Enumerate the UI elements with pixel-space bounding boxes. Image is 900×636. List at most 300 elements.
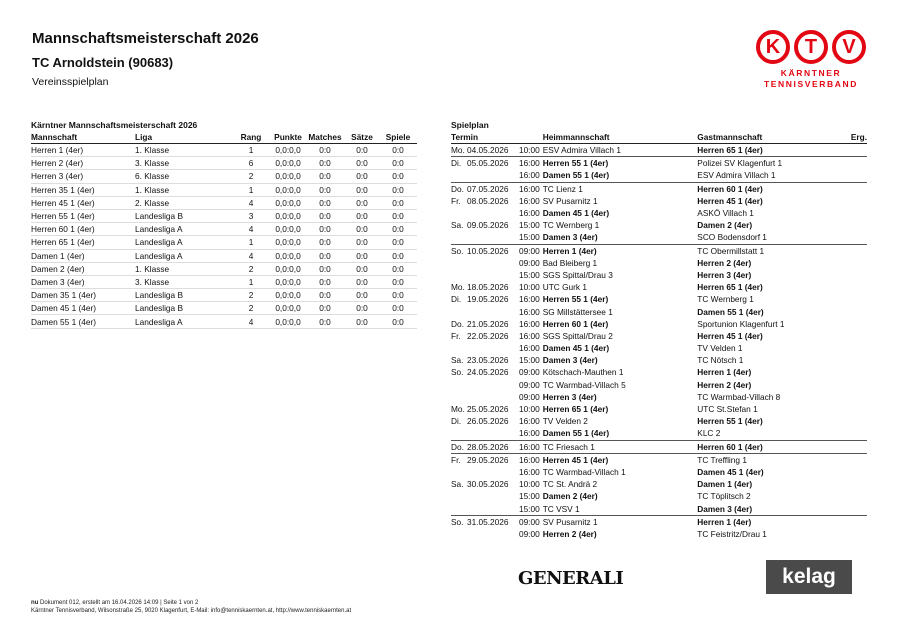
schedule-cell-time: 15:00 — [518, 355, 540, 366]
standings-cell-rank: 1 — [231, 275, 271, 288]
standings-cell-points: 0,0:0,0 — [271, 289, 305, 302]
standings-cell-league: 6. Klasse — [135, 170, 231, 183]
schedule-cell-result — [846, 453, 867, 466]
schedule-cell-result — [846, 207, 867, 219]
schedule-cell-guest: Herren 1 (4er) — [697, 515, 846, 528]
standings-cell-sets: 0:0 — [345, 196, 379, 209]
schedule-cell-home: Herren 55 1 (4er) — [542, 294, 609, 305]
schedule-cell-guest: TC Feistritz/Drau 1 — [697, 528, 767, 539]
footer-line1: Dokument 012, erstellt am 16.04.2026 14:09 | Seite 1 von 2 — [38, 600, 199, 606]
schedule-cell-date — [467, 305, 515, 317]
standings-cell-matches: 0:0 — [305, 249, 345, 262]
schedule-row — [451, 440, 867, 453]
standings-cell-games: 0:0 — [379, 157, 417, 170]
schedule-cell-home: TV Velden 2 — [542, 416, 588, 427]
schedule-row — [451, 281, 867, 293]
schedule-cell-guest: Damen 2 (4er) — [697, 220, 753, 231]
schedule-cell-home: TC VSV 1 — [542, 503, 580, 514]
schedule-cell-date: 07.05.2026 — [467, 182, 515, 195]
schedule-cell-date — [467, 379, 515, 391]
schedule-title: Spielplan — [451, 120, 489, 130]
standings-cell-team: Damen 55 1 (4er) — [31, 315, 135, 328]
kelag-logo: kelag — [766, 560, 852, 594]
schedule-cell-date — [467, 257, 515, 269]
schedule-cell-result — [846, 281, 867, 293]
schedule-cell-result — [846, 427, 867, 440]
standings-cell-matches: 0:0 — [305, 236, 345, 249]
schedule-cell-result — [846, 490, 867, 502]
schedule-row — [451, 169, 867, 182]
standings-cell-games: 0:0 — [379, 315, 417, 328]
schedule-cell-home: SG Millstättersee 1 — [542, 306, 613, 317]
standings-cell-matches: 0:0 — [305, 302, 345, 315]
schedule-cell-date — [467, 207, 515, 219]
standings-cell-rank: 2 — [231, 262, 271, 275]
schedule-cell-home: Herren 65 1 (4er) — [542, 404, 609, 415]
schedule-row — [451, 144, 867, 157]
schedule-cell-result — [846, 269, 867, 281]
schedule-cell-date — [467, 528, 515, 540]
schedule-cell-date: 09.05.2026 — [466, 220, 509, 231]
standings-cell-games: 0:0 — [379, 275, 417, 288]
standings-cell-sets: 0:0 — [345, 209, 379, 222]
standings-cell-league: Landesliga B — [135, 209, 231, 222]
standings-cell-points: 0,0:0,0 — [271, 302, 305, 315]
standings-cell-sets: 0:0 — [345, 183, 379, 196]
schedule-cell-date — [467, 269, 515, 281]
schedule-cell-day: So. — [451, 367, 464, 378]
schedule-cell-home: Bad Bleiberg 1 — [542, 257, 598, 268]
schedule-cell-time: 16:00 — [518, 318, 540, 329]
schedule-cell-home: TC Lienz 1 — [543, 182, 698, 195]
ktv-logo-line1: KÄRNTNER — [780, 68, 842, 78]
standings-cell-points: 0,0:0,0 — [271, 196, 305, 209]
schedule-cell-time: 16:00 — [518, 343, 540, 354]
schedule-cell-date — [467, 490, 515, 502]
schedule-cell-day: Sa. — [451, 355, 464, 366]
schedule-cell-time: 15:00 — [518, 503, 540, 514]
standings-row — [31, 223, 417, 236]
standings-cell-team: Damen 1 (4er) — [31, 249, 135, 262]
standings-cell-matches: 0:0 — [305, 170, 345, 183]
schedule-cell-date — [467, 502, 515, 515]
standings-cell-matches: 0:0 — [305, 315, 345, 328]
schedule-cell-home: TC Friesach 1 — [543, 440, 698, 453]
standings-cell-rank: 4 — [231, 196, 271, 209]
schedule-cell-guest: Polizei SV Klagenfurt 1 — [697, 157, 846, 170]
schedule-row — [451, 244, 867, 257]
schedule-cell-day — [451, 169, 467, 182]
schedule-cell-day: Fr. — [451, 195, 461, 206]
schedule-cell-day: Fr. — [451, 453, 467, 466]
standings-cell-sets: 0:0 — [345, 302, 379, 315]
schedule-cell-result — [846, 305, 867, 317]
page-footer — [31, 599, 351, 615]
ktv-logo-letter: K — [756, 30, 790, 64]
schedule-cell-result — [846, 231, 867, 244]
ktv-logo-letter: T — [794, 30, 828, 64]
schedule-cell-day: Di. — [451, 294, 462, 305]
standings-cell-sets: 0:0 — [345, 315, 379, 328]
standings-cell-points: 0,0:0,0 — [271, 183, 305, 196]
schedule-cell-guest: TC Wernberg 1 — [697, 294, 754, 305]
schedule-cell-time: 09:00 — [518, 257, 540, 268]
schedule-cell-day: Do. — [451, 440, 467, 453]
schedule-row — [451, 269, 867, 281]
standings-cell-team: Damen 3 (4er) — [31, 275, 135, 288]
schedule-cell-result — [846, 391, 867, 403]
standings-cell-league: 1. Klasse — [135, 144, 231, 157]
schedule-cell-guest: Damen 3 (4er) — [697, 503, 753, 514]
standings-row — [31, 183, 417, 196]
col-gast: Gastmannschaft — [697, 131, 846, 144]
schedule-cell-time: 16:00 — [518, 170, 540, 181]
standings-cell-sets: 0:0 — [345, 236, 379, 249]
schedule-cell-time: 16:00 — [518, 195, 540, 206]
schedule-cell-result — [846, 244, 867, 257]
schedule-row — [451, 207, 867, 219]
schedule-cell-result — [846, 257, 867, 269]
schedule-cell-result — [846, 366, 867, 378]
schedule-cell-day — [451, 466, 467, 478]
standings-cell-sets: 0:0 — [345, 262, 379, 275]
schedule-cell-guest: TC Töplitsch 2 — [697, 491, 751, 502]
standings-cell-matches: 0:0 — [305, 144, 345, 157]
schedule-cell-guest: TC Warmbad-Villach 8 — [697, 391, 781, 402]
standings-row — [31, 209, 417, 222]
schedule-cell-date: 05.05.2026 — [467, 157, 515, 170]
standings-cell-points: 0,0:0,0 — [271, 236, 305, 249]
schedule-cell-time: 16:00 — [518, 294, 540, 305]
schedule-cell-date: 19.05.2026 — [466, 294, 509, 305]
schedule-cell-day — [451, 231, 467, 244]
standings-header-row — [31, 131, 417, 144]
standings-cell-matches: 0:0 — [305, 196, 345, 209]
standings-row — [31, 196, 417, 209]
standings-cell-matches: 0:0 — [305, 262, 345, 275]
schedule-cell-date: 04.05.2026 — [466, 145, 509, 156]
col-spiele: Spiele — [379, 131, 417, 144]
schedule-cell-guest: Damen 55 1 (4er) — [697, 306, 764, 317]
standings-cell-points: 0,0:0,0 — [271, 249, 305, 262]
standings-cell-league: Landesliga B — [135, 289, 231, 302]
standings-cell-league: Landesliga A — [135, 223, 231, 236]
standings-cell-points: 0,0:0,0 — [271, 157, 305, 170]
schedule-cell-day: Sa. — [451, 479, 464, 490]
standings-row — [31, 302, 417, 315]
standings-cell-team: Herren 1 (4er) — [31, 144, 135, 157]
standings-cell-rank: 4 — [231, 315, 271, 328]
standings-cell-matches: 0:0 — [305, 275, 345, 288]
schedule-cell-guest: TC Treffling 1 — [697, 453, 846, 466]
standings-cell-points: 0,0:0,0 — [271, 170, 305, 183]
standings-cell-points: 0,0:0,0 — [271, 223, 305, 236]
standings-cell-team: Herren 3 (4er) — [31, 170, 135, 183]
schedule-cell-home: Herren 2 (4er) — [542, 528, 597, 539]
schedule-cell-home: SV Pusarnitz 1 — [542, 195, 598, 206]
schedule-row — [451, 318, 867, 330]
schedule-cell-time: 16:00 — [515, 440, 543, 453]
schedule-row — [451, 528, 867, 540]
schedule-cell-home: UTC Gurk 1 — [542, 282, 587, 293]
standings-cell-league: Landesliga B — [135, 302, 231, 315]
standings-cell-games: 0:0 — [379, 249, 417, 262]
standings-cell-games: 0:0 — [379, 302, 417, 315]
standings-cell-rank: 4 — [231, 249, 271, 262]
schedule-cell-day: Di. — [451, 416, 462, 427]
schedule-cell-result — [846, 195, 867, 207]
schedule-cell-day — [451, 379, 467, 391]
schedule-cell-home: Herren 60 1 (4er) — [542, 318, 609, 329]
schedule-cell-day: Fr. — [451, 330, 461, 341]
standings-cell-games: 0:0 — [379, 144, 417, 157]
standings-title: Kärntner Mannschaftsmeisterschaft 2026 — [31, 120, 198, 130]
schedule-cell-day: Mo. — [451, 404, 465, 415]
schedule-cell-guest: Damen 45 1 (4er) — [697, 466, 764, 477]
standings-cell-games: 0:0 — [379, 170, 417, 183]
standings-cell-team: Damen 2 (4er) — [31, 262, 135, 275]
schedule-cell-time: 16:00 — [518, 416, 540, 427]
schedule-cell-time: 09:00 — [518, 367, 540, 378]
club-name: TC Arnoldstein (90683) — [32, 55, 174, 70]
schedule-row — [451, 490, 867, 502]
schedule-cell-result — [846, 415, 867, 427]
schedule-cell-home: Herren 45 1 (4er) — [543, 453, 698, 466]
footer-line2: Kärntner Tennisverband, Wilsonstraße 25, 9020 Klagenfurt, E-Mail: info@tenniskaernten.at, http://www.tenniskaernten.at — [31, 608, 352, 614]
schedule-cell-time: 16:00 — [515, 182, 543, 195]
schedule-cell-date: 21.05.2026 — [466, 318, 509, 329]
standings-cell-sets: 0:0 — [345, 275, 379, 288]
page-title: Mannschaftsmeisterschaft 2026 — [32, 30, 259, 47]
standings-cell-sets: 0:0 — [345, 289, 379, 302]
col-saetze: Sätze — [345, 131, 379, 144]
schedule-cell-day: Do. — [451, 182, 467, 195]
standings-cell-rank: 3 — [231, 209, 271, 222]
schedule-cell-time: 16:00 — [515, 453, 543, 466]
schedule-cell-time: 09:00 — [515, 244, 543, 257]
schedule-row — [451, 195, 867, 207]
schedule-cell-time: 10:00 — [518, 145, 540, 156]
schedule-cell-time: 15:00 — [518, 269, 540, 280]
schedule-cell-result — [846, 342, 867, 354]
schedule-cell-day — [451, 257, 467, 269]
schedule-cell-result — [846, 182, 867, 195]
schedule-cell-time: 16:00 — [518, 428, 540, 439]
schedule-cell-guest: Herren 2 (4er) — [697, 257, 752, 268]
schedule-cell-date: 08.05.2026 — [466, 195, 509, 206]
schedule-cell-date: 18.05.2026 — [466, 282, 509, 293]
schedule-cell-day — [451, 427, 467, 440]
standings-row — [31, 249, 417, 262]
schedule-table — [451, 131, 867, 540]
col-heim: Heimmannschaft — [543, 131, 698, 144]
standings-cell-rank: 1 — [231, 236, 271, 249]
col-mannschaft: Mannschaft — [31, 131, 135, 144]
standings-row — [31, 275, 417, 288]
schedule-cell-guest: TV Velden 1 — [697, 343, 743, 354]
standings-cell-rank: 2 — [231, 289, 271, 302]
schedule-cell-date: 29.05.2026 — [467, 453, 515, 466]
standings-cell-league: 1. Klasse — [135, 262, 231, 275]
schedule-cell-date — [467, 427, 515, 440]
schedule-cell-date: 25.05.2026 — [466, 404, 509, 415]
standings-cell-matches: 0:0 — [305, 289, 345, 302]
standings-cell-sets: 0:0 — [345, 157, 379, 170]
schedule-cell-home: Damen 2 (4er) — [542, 491, 598, 502]
schedule-cell-day: Do. — [451, 318, 464, 329]
schedule-cell-result — [846, 466, 867, 478]
schedule-cell-home: Herren 55 1 (4er) — [543, 157, 698, 170]
schedule-cell-result — [846, 169, 867, 182]
schedule-row — [451, 342, 867, 354]
schedule-cell-result — [846, 293, 867, 305]
standings-cell-points: 0,0:0,0 — [271, 262, 305, 275]
standings-cell-team: Herren 60 1 (4er) — [31, 223, 135, 236]
standings-row — [31, 262, 417, 275]
schedule-cell-home: Damen 45 1 (4er) — [542, 343, 610, 354]
schedule-cell-date: 28.05.2026 — [467, 440, 515, 453]
standings-cell-league: 2. Klasse — [135, 196, 231, 209]
standings-cell-league: Landesliga A — [135, 249, 231, 262]
schedule-row — [451, 366, 867, 378]
schedule-cell-time: 09:00 — [518, 528, 540, 539]
schedule-row — [451, 182, 867, 195]
standings-cell-matches: 0:0 — [305, 223, 345, 236]
schedule-cell-guest: ESV Admira Villach 1 — [697, 170, 776, 181]
standings-cell-matches: 0:0 — [305, 183, 345, 196]
schedule-cell-date — [467, 231, 515, 244]
standings-row — [31, 157, 417, 170]
standings-row — [31, 289, 417, 302]
standings-cell-games: 0:0 — [379, 236, 417, 249]
schedule-cell-home: TC Warmbad-Villach 5 — [542, 379, 626, 390]
schedule-cell-result — [846, 318, 867, 330]
schedule-cell-guest: TC Nötsch 1 — [697, 355, 744, 366]
schedule-cell-guest: Herren 3 (4er) — [697, 269, 752, 280]
schedule-cell-result — [846, 379, 867, 391]
schedule-cell-result — [846, 219, 867, 231]
schedule-cell-date: 31.05.2026 — [467, 515, 515, 528]
standings-cell-matches: 0:0 — [305, 209, 345, 222]
schedule-cell-time: 15:00 — [518, 232, 540, 243]
schedule-cell-guest: Herren 45 1 (4er) — [697, 195, 763, 206]
schedule-cell-guest: Herren 60 1 (4er) — [697, 182, 846, 195]
standings-cell-league: 3. Klasse — [135, 275, 231, 288]
schedule-row — [451, 231, 867, 244]
schedule-row — [451, 466, 867, 478]
schedule-cell-guest: Herren 55 1 (4er) — [697, 416, 763, 427]
standings-cell-points: 0,0:0,0 — [271, 144, 305, 157]
standings-row — [31, 170, 417, 183]
schedule-cell-time: 10:00 — [518, 479, 540, 490]
schedule-row — [451, 427, 867, 440]
schedule-row — [451, 502, 867, 515]
standings-cell-rank: 4 — [231, 223, 271, 236]
schedule-cell-result — [846, 403, 867, 415]
schedule-cell-home: TC St. Andrä 2 — [542, 479, 598, 490]
col-termin: Termin — [451, 131, 543, 144]
col-erg: Erg. — [846, 131, 867, 144]
schedule-cell-time: 09:00 — [518, 379, 540, 390]
schedule-cell-day — [451, 342, 467, 354]
page-subtitle: Vereinsspielplan — [32, 76, 109, 88]
schedule-cell-home: Herren 3 (4er) — [542, 391, 597, 402]
standings-cell-team: Damen 45 1 (4er) — [31, 302, 135, 315]
footer-prefix: nu — [31, 600, 39, 606]
schedule-cell-result — [846, 528, 867, 540]
schedule-cell-home: SGS Spittal/Drau 3 — [542, 269, 613, 280]
standings-cell-games: 0:0 — [379, 289, 417, 302]
standings-cell-rank: 6 — [231, 157, 271, 170]
schedule-cell-day — [451, 207, 467, 219]
schedule-row — [451, 293, 867, 305]
schedule-cell-result — [846, 354, 867, 366]
standings-cell-team: Herren 2 (4er) — [31, 157, 135, 170]
schedule-cell-result — [846, 515, 867, 528]
schedule-cell-date — [467, 391, 515, 403]
schedule-row — [451, 354, 867, 366]
ktv-logo-letter: V — [832, 30, 866, 64]
standings-cell-rank: 1 — [231, 183, 271, 196]
schedule-row — [451, 257, 867, 269]
schedule-cell-result — [846, 440, 867, 453]
schedule-cell-guest: KLC 2 — [697, 428, 721, 439]
schedule-cell-result — [846, 502, 867, 515]
standings-cell-games: 0:0 — [379, 262, 417, 275]
standings-cell-league: 1. Klasse — [135, 183, 231, 196]
schedule-cell-home: Herren 1 (4er) — [543, 244, 698, 257]
schedule-header-row — [451, 131, 867, 144]
schedule-cell-guest: SCO Bodensdorf 1 — [697, 232, 767, 243]
schedule-cell-time: 16:00 — [518, 330, 540, 341]
ktv-logo-line2: TENNISVERBAND — [763, 79, 858, 89]
schedule-cell-time: 16:00 — [518, 466, 540, 477]
schedule-cell-time: 16:00 — [515, 157, 543, 170]
schedule-cell-guest: Herren 65 1 (4er) — [697, 282, 763, 293]
schedule-cell-result — [846, 330, 867, 342]
standings-cell-team: Damen 35 1 (4er) — [31, 289, 135, 302]
schedule-cell-date: 23.05.2026 — [466, 355, 509, 366]
standings-cell-sets: 0:0 — [345, 249, 379, 262]
standings-cell-team: Herren 35 1 (4er) — [31, 183, 135, 196]
schedule-cell-date: 22.05.2026 — [466, 330, 509, 341]
standings-cell-rank: 2 — [231, 170, 271, 183]
schedule-cell-day — [451, 269, 467, 281]
schedule-cell-guest: Damen 1 (4er) — [697, 479, 753, 490]
standings-row — [31, 315, 417, 328]
schedule-cell-time: 15:00 — [518, 220, 540, 231]
standings-row — [31, 236, 417, 249]
col-matches: Matches — [305, 131, 345, 144]
schedule-cell-guest: Sportunion Klagenfurt 1 — [697, 318, 785, 329]
schedule-cell-home: ESV Admira Villach 1 — [542, 145, 621, 156]
col-punkte: Punkte — [271, 131, 305, 144]
schedule-cell-home: Damen 3 (4er) — [542, 232, 598, 243]
standings-cell-games: 0:0 — [379, 196, 417, 209]
schedule-cell-home: Damen 55 1 (4er) — [542, 170, 610, 181]
standings-cell-points: 0,0:0,0 — [271, 209, 305, 222]
schedule-cell-home: TC Warmbad-Villach 1 — [542, 466, 626, 477]
schedule-cell-day: So. — [451, 244, 467, 257]
schedule-row — [451, 403, 867, 415]
schedule-cell-day: Sa. — [451, 220, 464, 231]
schedule-cell-day — [451, 528, 467, 540]
schedule-row — [451, 453, 867, 466]
schedule-row — [451, 515, 867, 528]
standings-cell-league: Landesliga A — [135, 236, 231, 249]
schedule-cell-home: TC Wernberg 1 — [542, 220, 600, 231]
standings-cell-games: 0:0 — [379, 183, 417, 196]
